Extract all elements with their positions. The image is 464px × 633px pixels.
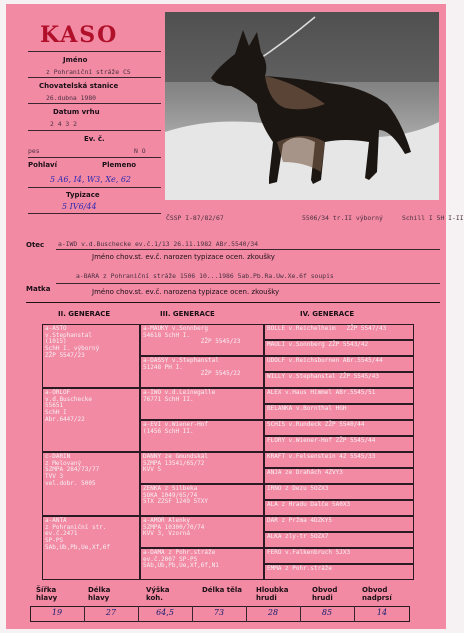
measure-value-3: 64,5 <box>156 608 174 617</box>
gen3-cell-1 <box>140 324 264 356</box>
gen4-cell-2 <box>264 340 414 356</box>
gen4-text: FERO v.Falkenbruch 5JX3 <box>267 549 351 556</box>
gen2-cell-1 <box>42 324 140 388</box>
datum-vrhu-value: 2 4 3 2 <box>50 120 77 128</box>
gen4-text: IRNO z Dezu 5OZX3 <box>267 485 329 492</box>
gen4-cell-11 <box>264 484 414 500</box>
gen2-cell-4 <box>42 516 140 580</box>
rule <box>28 130 161 131</box>
gen4-text: BELANKA v.Bornthal HGH <box>267 405 347 412</box>
gen3-text: ZENKA z Silbeka SOKA 1049/65/74 5TX ZZSF 1249 5TXY <box>143 485 209 506</box>
gen3-cell-4 <box>140 420 264 452</box>
gen4-cell-4 <box>264 372 414 388</box>
gen4-text: EMMA z Pohr.stráže <box>267 565 333 572</box>
measure-header-2: Délka hlavy <box>88 586 111 602</box>
gen3-text: a-DAMA z Pohr.stráže ev.č.2007 SP-PS 5Ab,Ub,Pb,Ue,Xf,6f,N1 <box>143 549 219 570</box>
german-shepherd-image <box>165 12 439 200</box>
matka-columns: Jméno chov.st. ev.č. narozena typizace ocen. zkoušky <box>92 288 280 296</box>
gen3-cell-3 <box>140 388 264 420</box>
pes-label: pes <box>28 147 40 155</box>
rule <box>28 213 161 214</box>
gen2-cell-3 <box>42 452 140 516</box>
rule <box>56 249 440 250</box>
gen4-text: SCHIS v.Rundeck ZŽP 5540/44 <box>267 421 365 428</box>
measure-header-4: Délka těla <box>202 586 242 594</box>
matka-line1: a-BARA z Pohraniční stráže 1506 10...1986 5ab.Pb.Ra.Uw.Xe.6f soupis <box>76 272 334 280</box>
gen4-text: ALKA zly-tr 5OZX7 <box>267 533 329 540</box>
gen3-cell-5 <box>140 452 264 484</box>
pedigree-card <box>6 4 464 629</box>
matka-label: Matka <box>26 285 51 293</box>
rule <box>28 157 161 158</box>
gen3-text: a-DASSY v.Stephanstal 51248 PH I. ZŽP 5545/22 <box>143 357 241 378</box>
birth-date-value: 26.dubna 1980 <box>46 94 97 102</box>
gen2-text: a-ORLOF v.d.Buschecke 55651 SchH I Abr.6447/22 <box>45 389 92 423</box>
gen2-text: a-ANTA z Pohraniční str. ev.č.2471 SP-PS 5Ab,Ub,Pb,Ue,Xf,6f <box>45 517 111 551</box>
gen3-text: DANNY ze Gmundskál 5ZMPA 13541/65/72 KVV 5 <box>143 453 209 474</box>
rule <box>28 77 161 78</box>
gen3-header: III. GENERACE <box>160 310 215 318</box>
ev-label: Ev. č. <box>84 135 105 143</box>
gen4-text: WILLY v.Stephanstal ZŽP 5545/43 <box>267 373 379 380</box>
otec-line2: a-IWD v.d.Buschecke ev.č.1/13 26.11.1982 ABr.5540/34 <box>58 240 259 248</box>
gen3-text: a-AMOR Alenky 5ZMPA 10300/70/74 KVV 3, Vzorná <box>143 517 205 538</box>
gen4-cell-3 <box>264 356 414 372</box>
dog-photo <box>165 12 439 200</box>
gen4-cell-7 <box>264 420 414 436</box>
gen3-text: a-MAUKY v.Sonnberg 54618 SchH I. ZŽP 5545/23 <box>143 325 241 346</box>
gen3-cell-8 <box>140 548 264 580</box>
gen4-text: MAULI v.Sonnberg ZŽP 5543/42 <box>267 341 369 348</box>
measure-header-1: Šířka hlavy <box>36 586 58 602</box>
otec-columns: Jméno chov.st. ev.č. narozen typizace ocen. zkoušky <box>92 253 275 261</box>
otec-line1-right: Schill I 5H I-II <box>402 214 464 222</box>
otec-line1-left: ČSSP I-87/82/67 <box>166 214 224 222</box>
gen4-text: BOLLE v.Reichelheim ZŽP 5547/43 <box>267 325 387 332</box>
gen4-cell-5 <box>264 388 414 404</box>
gen2-text: c-DARIN z Melovaný 5ZMPA 284/73/77 TVV 3 vel.dobr. 5005 <box>45 453 100 487</box>
plemeno-label: Plemeno <box>102 161 137 169</box>
rule <box>28 187 161 188</box>
gen3-cell-6 <box>140 484 264 516</box>
gen4-cell-13 <box>264 516 414 532</box>
gen4-cell-6 <box>264 404 414 420</box>
measure-header-7: Obvod nadprsí <box>362 586 392 602</box>
handwritten-plemeno: 5 A6, I4, W3, Xe, 62 <box>50 175 132 184</box>
measure-value-4: 73 <box>213 608 225 617</box>
gen3-text: a-IWO v.d.Leinegalle 76771 SchH II. <box>143 389 216 403</box>
measure-header-3: Výška koh. <box>146 586 170 602</box>
gen2-header: II. GENERACE <box>58 310 111 318</box>
gen4-cell-10 <box>264 468 414 484</box>
gen2-text: a-ASTO v.Stephanstal (1015) SchH I. výborný ZŽP 5547/23 <box>45 325 100 359</box>
gen4-cell-15 <box>264 548 414 564</box>
gen3-cell-7 <box>140 516 264 548</box>
rule <box>56 283 440 284</box>
jmeno-value: z Pohraniční stráže CS <box>46 68 131 76</box>
measure-header-6: Obvod hrudi <box>312 586 338 602</box>
typizace-label: Typizace <box>66 191 100 199</box>
gen4-text: ALA z Hradu Dalče 5A0X3 <box>267 501 351 508</box>
pes-value: N O <box>134 147 146 155</box>
pohlavi-label: Pohlaví <box>28 161 58 169</box>
otec-label: Otec <box>26 241 45 249</box>
section-divider <box>26 302 440 303</box>
gen4-text: ALEX v.Haus Himmel ABr.5545/51 <box>267 389 376 396</box>
datum-vrhu-label: Datum vrhu <box>53 108 100 116</box>
gen4-cell-8 <box>264 436 414 452</box>
title-underline <box>28 51 161 52</box>
gen3-text: a-EVI v.Wiener-Hof (1456 SchH II. <box>143 421 209 435</box>
measure-value-2: 27 <box>105 608 117 617</box>
gen4-cell-12 <box>264 500 414 516</box>
jmeno-label: Jméno <box>63 56 88 64</box>
chovatelska-label: Chovatelská stanice <box>39 82 119 90</box>
gen4-header: IV. GENERACE <box>300 310 355 318</box>
measure-value-1: 19 <box>51 608 63 617</box>
measure-value-5: 28 <box>267 608 279 617</box>
gen4-cell-9 <box>264 452 414 468</box>
gen3-cell-2 <box>140 356 264 388</box>
gen4-text: ANJA ze Drahách 4ZVY3 <box>267 469 343 476</box>
gen4-text: FLORY v.Wiener-Hof ZŽP 5545/44 <box>267 437 376 444</box>
dog-name-title: KASO <box>40 22 119 48</box>
otec-line1-mid: 5506/34 tr.II výborný <box>302 214 383 222</box>
gen4-text: DAR z Pržma 4DZKY5 <box>267 517 333 524</box>
gen4-cell-16 <box>264 564 414 580</box>
measure-value-6: 85 <box>321 608 333 617</box>
measure-header-5: Hloubka hrudi <box>256 586 289 602</box>
gen4-cell-1 <box>264 324 414 340</box>
gen2-cell-2 <box>42 388 140 452</box>
gen4-text: UDOLF v.Reichsburnen ABr.5545/44 <box>267 357 383 364</box>
measure-value-7: 14 <box>376 608 388 617</box>
gen4-cell-14 <box>264 532 414 548</box>
rule <box>28 103 161 104</box>
typizace-value: 5 IV6/44 <box>62 202 97 211</box>
gen4-text: KRAFT v.Felsenstein 4Z 5545/33 <box>267 453 376 460</box>
